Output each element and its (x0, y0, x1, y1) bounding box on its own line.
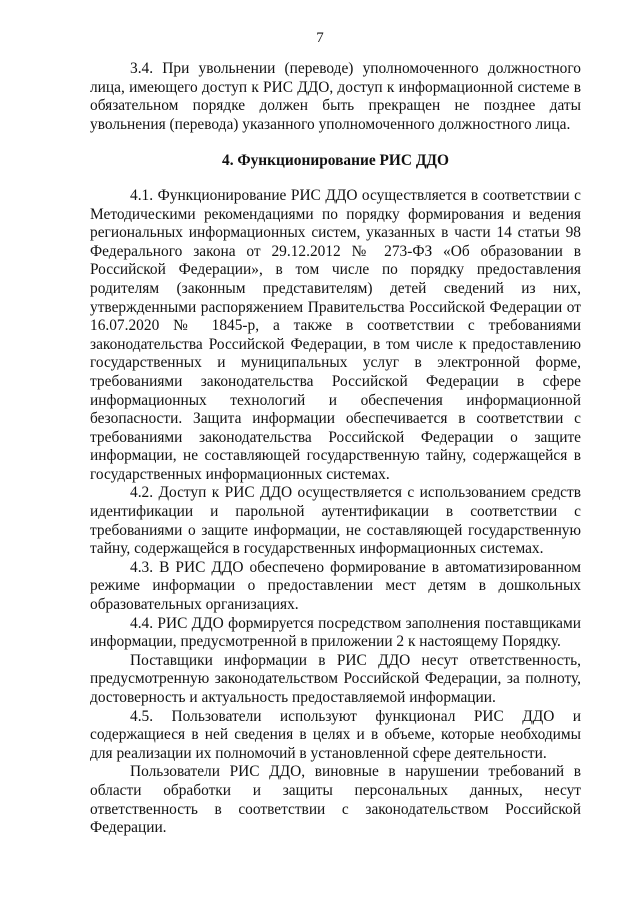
paragraph-4-4: 4.4. РИС ДДО формируется посредством заполнения поставщиками информации, предусмотренной в приложении 2 к настоящему Порядку. (90, 614, 581, 651)
page-number: 7 (316, 30, 324, 46)
paragraph-4-5: 4.5. Пользователи используют функционал РИС ДДО и содержащиеся в ней сведения в целях и в объеме, которые необходимы для реализации их полномочий в установленной сфере деятельности. (90, 707, 581, 762)
section-4-heading: 4. Функционирование РИС ДДО (222, 152, 449, 170)
paragraph-4-4-suppliers: Поставщики информации в РИС ДДО несут ответственность, предусмотренную законодательством Российской Федерации, за полноту, достоверность и актуальность предоставляемой информации. (90, 651, 581, 706)
paragraph-4-3: 4.3. В РИС ДДО обеспечено формирование в автоматизированном режиме информации о предоставлении мест детям в дошкольных образовательных организациях. (90, 558, 581, 614)
paragraph-4-5-users: Пользователи РИС ДДО, виновные в нарушении требований в области обработки и защиты персональных данных, несут ответственность в соответствии с законодательством Российской Федерации. (90, 763, 581, 837)
paragraph-3-4: 3.4. При увольнении (переводе) уполномоченного должностного лица, имеющего доступ к РИС ДДО, доступ к информационной системе в обязательном порядке должен быть прекращен не позднее даты увольнения (перевода) указанного уполномоченного должностного лица. (90, 60, 581, 133)
paragraph-4-1: 4.1. Функционирование РИС ДДО осуществляется в соответствии с Методическими рекомендациями по порядку формирования и ведения региональных информационных систем, указанных в части 14 статьи 98 Федерального закона от 29.12.2012 № 273-ФЗ «Об образовании в Российской Федерации», в том числе по порядку предоставления родителям (законным представителям) детей сведений из них, утвержденными распоряжением Правительства Российской Федерации от 16.07.2020 № 1845-р, а также в соответствии с требованиями законодательства Российской Федерации, в том числе к предоставлению государственных и муниципальных услуг в электронной форме, требованиями законодательства Российской Федерации в сфере информационных технологий и обеспечения информационной безопасности. Защита информации обеспечивается в соответствии с требованиями законодательства Российской Федерации о защите информации, не составляющей государственную тайну, содержащейся в государственных информационных системах. (90, 186, 581, 483)
paragraph-4-2: 4.2. Доступ к РИС ДДО осуществляется с использованием средств идентификации и парольной аутентификации в соответствии с требованиями о защите информации, не составляющей государственную тайну, содержащейся в государственных информационных системах. (90, 484, 581, 558)
document-body (90, 60, 581, 838)
